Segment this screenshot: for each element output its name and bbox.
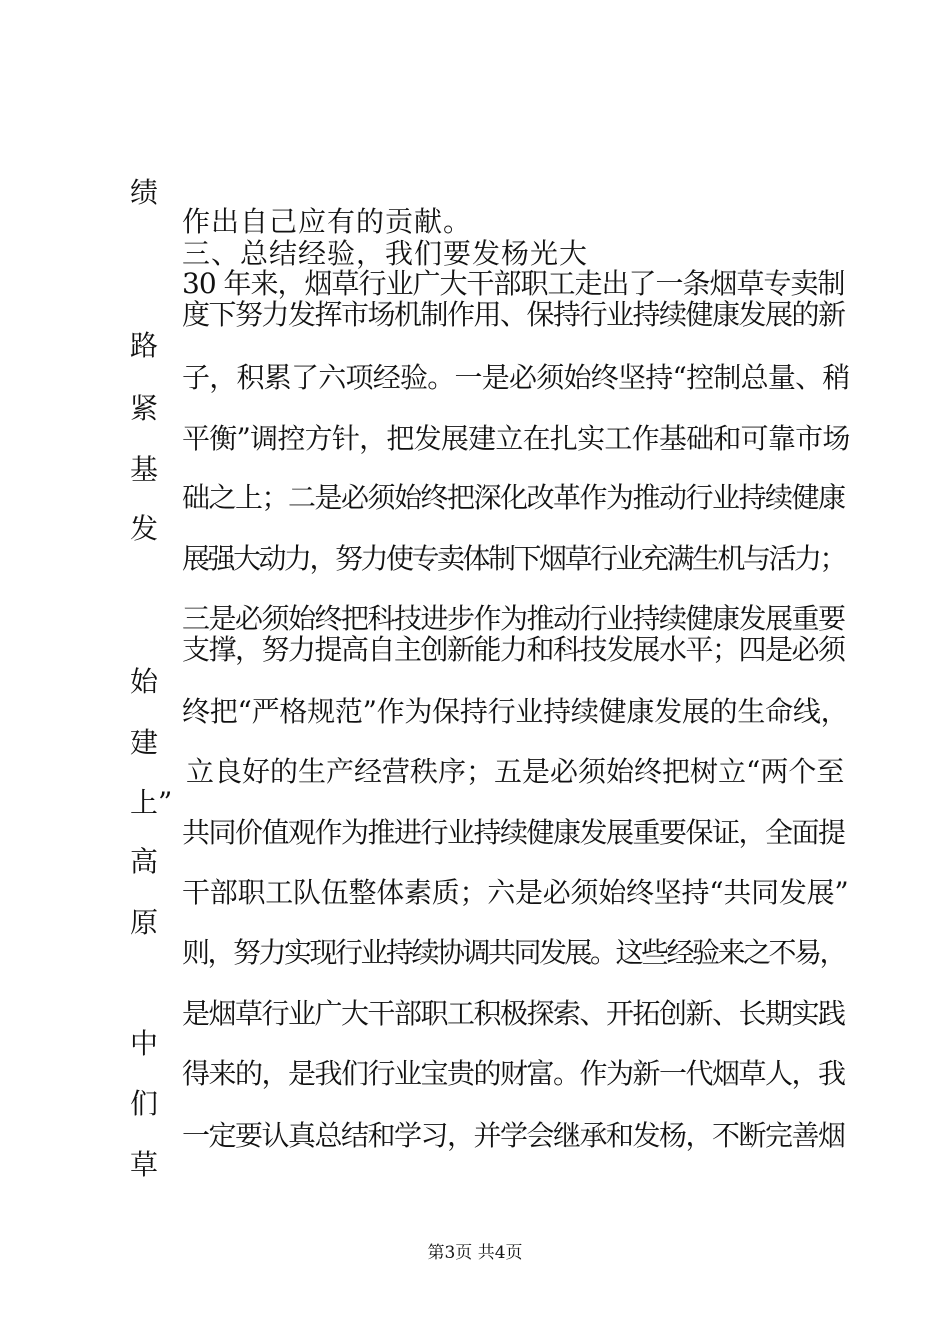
margin-char: 原 — [130, 906, 159, 939]
margin-char: 绩 — [130, 176, 159, 209]
margin-char: 上” — [130, 786, 173, 819]
body-line: 是烟草行业广大干部职工积极探索、开拓创新、长期实践 — [182, 997, 845, 1030]
margin-char: 基 — [130, 453, 159, 486]
margin-char: 中 — [130, 1027, 159, 1060]
margin-char: 路 — [130, 329, 159, 362]
body-line: 则，努力实现行业持续协调共同发展。这些经验来之不易， — [182, 936, 846, 969]
margin-char: 建 — [130, 726, 159, 759]
body-line: 共同价值观作为推进行业持续健康发展重要保证，全面提 — [182, 816, 845, 849]
margin-char: 高 — [130, 845, 159, 878]
margin-char: 始 — [130, 665, 159, 698]
body-line: 作出自己应有的贡献。 — [182, 205, 473, 238]
body-line: 子，积累了六项经验。一是必须始终坚持“控制总量、稍 — [182, 361, 850, 394]
body-line: 平衡”调控方针，把发展建立在扎实工作基础和可靠市场 — [182, 422, 850, 455]
body-line: 立良好的生产经营秩序；五是必须始终把树立“两个至 — [186, 755, 845, 788]
section-heading: 三、总结经验，我们要发杨光大 — [182, 237, 589, 270]
body-line: 础之上；二是必须始终把深化改革作为推动行业持续健康 — [182, 481, 845, 514]
margin-char: 们 — [130, 1087, 159, 1120]
body-line: 干部职工队伍整体素质；六是必须始终坚持“共同发展” — [182, 876, 849, 909]
body-line: 30 年来，烟草行业广大干部职工走出了一条烟草专卖制 — [182, 267, 845, 300]
body-line: 三是必须始终把科技进步作为推动行业持续健康发展重要 — [182, 602, 845, 635]
body-line: 得来的，是我们行业宝贵的财富。作为新一代烟草人，我 — [182, 1057, 845, 1090]
margin-char: 紧 — [130, 392, 159, 425]
margin-char: 发 — [130, 512, 159, 545]
margin-char: 草 — [130, 1148, 159, 1181]
body-line: 一定要认真总结和学习，并学会继承和发杨，不断完善烟 — [182, 1119, 845, 1152]
body-line: 展强大动力，努力使专卖体制下烟草行业充满生机与活力； — [182, 542, 846, 575]
body-line: 终把“严格规范”作为保持行业持续健康发展的生命线， — [182, 695, 849, 728]
body-line: 度下努力发挥市场机制作用、保持行业持续健康发展的新 — [182, 298, 845, 331]
body-line: 支撑，努力提高自主创新能力和科技发展水平；四是必须 — [182, 633, 845, 666]
page-number-footer: 第3页 共4页 — [427, 1243, 523, 1263]
